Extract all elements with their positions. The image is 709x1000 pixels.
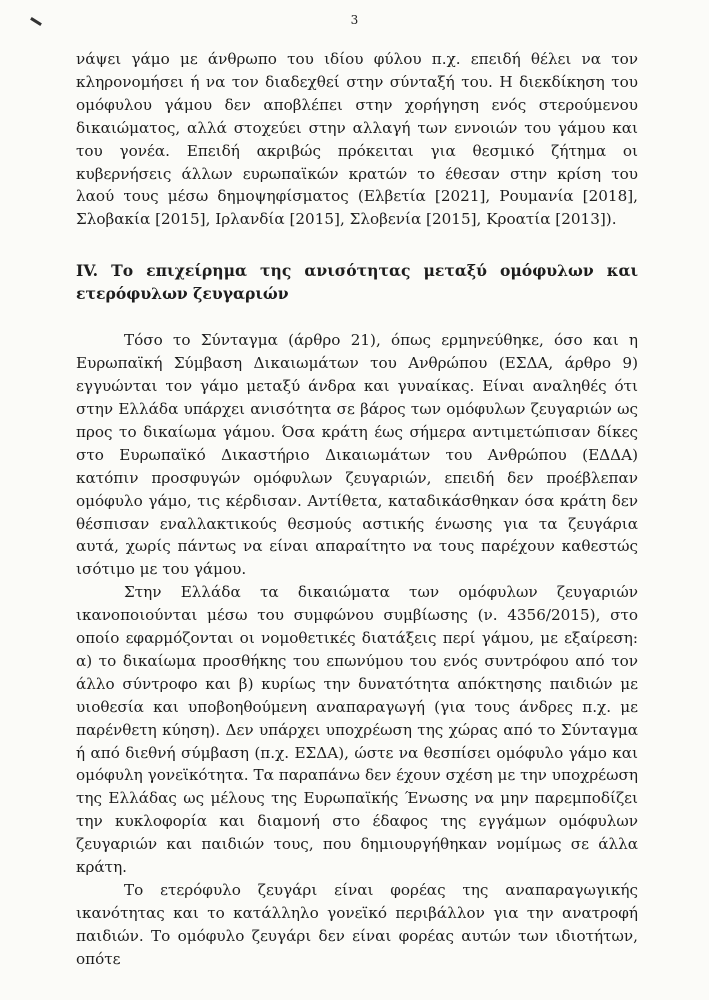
- paragraph-heterosexual-couple: Το ετερόφυλο ζευγάρι είναι φορέας της αναπαραγωγικής ικανότητας και το κατάλληλο γονεϊκό περιβάλλον για την ανατροφή παιδιών. Το ομόφυλο ζευγάρι δεν είναι φορέας αυτών των ιδιοτήτων, οπότε: [76, 881, 638, 968]
- paragraph-continued: νάψει γάμο με άνθρωπο του ιδίου φύλου π.χ. επειδή θέλει να τον κληρονομήσει ή να τον διαδεχθεί στην σύνταξή του. Η διεκδίκηση του ομόφυλου γάμου δεν αποβλέπει στην χορήγηση ενός στερούμενου δικαιώματος, αλλά στοχεύει στην αλλαγή των εννοιών του γάμου και του γονέα. Επειδή ακριβώς πρόκειται για θεσμικό ζήτημα οι κυβερνήσεις άλλων ευρωπαϊκών κρατών το έθεσαν στην κρίση του λαού τους μέσω δημοψηφίσματος (Ελβετία [2021], Ρουμανία [2018], Σλοβακία [2015], Ιρλανδία [2015], Σλοβενία [2015], Κροατία [2013]).: [76, 50, 638, 229]
- paragraph-equality: Τόσο το Σύνταγμα (άρθρο 21), όπως ερμηνεύθηκε, όσο και η Ευρωπαϊκή Σύμβαση Δικαιωμάτων του Ανθρώπου (ΕΣΔΑ, άρθρο 9) εγγυώνται τον γάμο μεταξύ άνδρα και γυναίκας. Είναι αναληθές ότι στην Ελλάδα υπάρχει ανισότητα σε βάρος των ομόφυλων ζευγαριών ως προς το δικαίωμα γάμου. Όσα κράτη έως σήμερα αντιμετώπισαν δίκες στο Ευρωπαϊκό Δικαστήριο Δικαιωμάτων του Ανθρώπου (ΕΔΔΑ) κατόπιν προσφυγών ομόφυλων ζευγαριών, επειδή δεν προέβλεπαν ομόφυλο γάμο, τις κέρδισαν. Αντίθετα, καταδικάσθηκαν όσα κράτη δεν θέσπισαν εναλλακτικούς θεσμούς αστικής ένωσης για τα ζευγάρια αυτά, χωρίς πάντως να είναι απαραίτητο να τους παρέχουν καθεστώς ισότιμο με του γάμου.: [76, 331, 638, 579]
- paragraph-greece-rights: Στην Ελλάδα τα δικαιώματα των ομόφυλων ζευγαριών ικανοποιούνται μέσω του συμφώνου συμβίωσης (ν. 4356/2015), στο οποίο εφαρμόζονται οι νομοθετικές διατάξεις περί γάμου, με εξαίρεση: α) το δικαίωμα προσθήκης του επωνύμου του ενός συντρόφου από τον άλλο σύντροφο και β) κυρίως την δυνατότητα απόκτησης παιδιών με υιοθεσία και υποβοηθούμενη αναπαραγωγή (για τους άνδρες π.χ. με παρένθετη κύηση). Δεν υπάρχει υποχρέωση της χώρας από το Σύνταγμα ή από διεθνή σύμβαση (π.χ. ΕΣΔΑ), ώστε να θεσπίσει ομόφυλο γάμο και ομόφυλη γονεϊκότητα. Τα παραπάνω δεν έχουν σχέση με την υποχρέωση της Ελλάδας ως μέλους της Ευρωπαϊκής Ένωσης να μην παρεμποδίζει την κυκλοφορία και διαμονή στο έδαφος της εγγάμων ομόφυλων ζευγαριών και παιδιών τους, που δημιουργήθηκαν νομίμως σε άλλα κράτη.: [76, 583, 638, 877]
- section-heading: IV. Το επιχείρημα της ανισότητας μεταξύ ομόφυλων και ετερόφυλων ζευγαριών: [76, 261, 638, 304]
- page-number: 3: [350, 13, 359, 27]
- document-body: [76, 48, 638, 971]
